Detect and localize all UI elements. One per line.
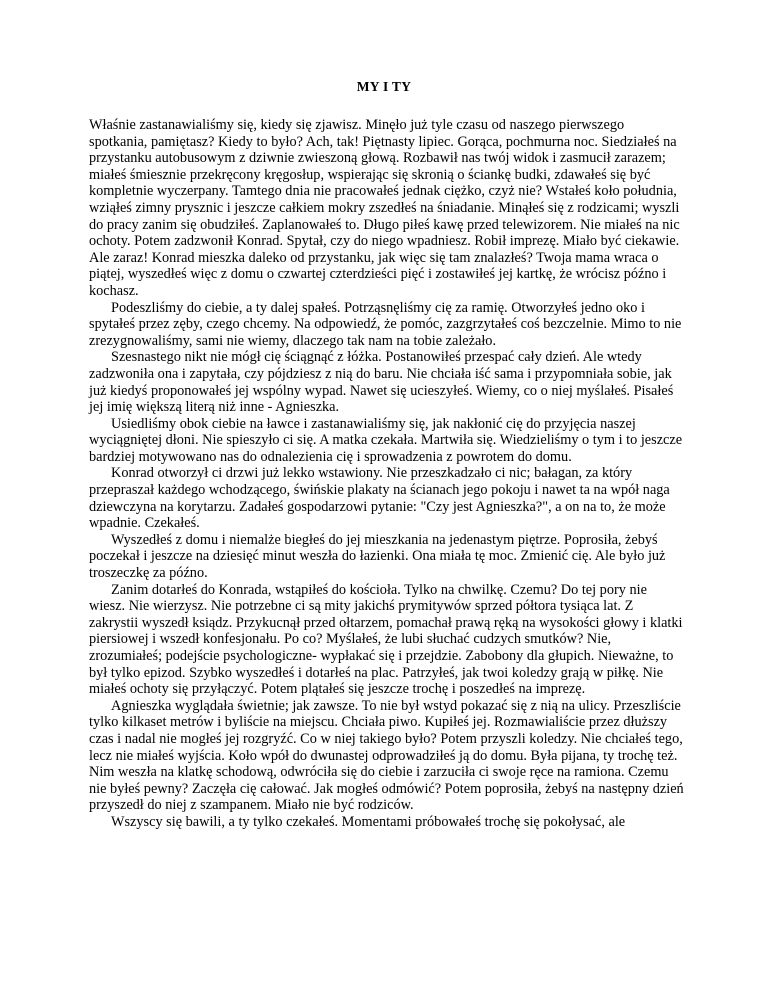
paragraph: Szesnastego nikt nie mógł cię ściągnąć z łóżka. Postanowiłeś przespać cały dzień. Ale wtedy zadzwoniła ona i zapytała, czy pójdziesz z nią do baru. Nie chciała iść sama i przypomniała sobie, jak już kiedyś proponowałeś jej wspólny wypad. Nawet się ucieszyłeś. Wiemy, co o niej myślałeś. Pisałeś jej imię większą literą niż inne - Agnieszka. [89, 349, 674, 416]
paragraph: Właśnie zastanawialiśmy się, kiedy się zjawisz. Minęło już tyle czasu od naszego pierwszego spotkania, pamiętasz? Kiedy to było? Ach, tak! Piętnasty lipiec. Gorąca, pochmurna noc. Siedziałeś na przystanku autobusowym z dziwnie zwieszoną głową. Rozbawił nas twój widok i zasmucił zarazem; miałeś śmiesznie przekręcony kręgosłup, wspierając się skronią o ściankę budki, zdawałeś się być kompletnie wyczerpany. Tamtego dnia nie pracowałeś jednak ciężko, czyż nie? Wstałeś koło południa, wziąłeś zimny prysznic i jeszcze całkiem mokry zszedłeś na śniadanie. Minąłeś się z rodzicami; wyszli do pracy zanim się obudziłeś. Zaplanowałeś to. Długo piłeś kawę przed telewizorem. Nie miałeś na nic ochoty. Potem zadzwonił Konrad. Spytał, czy do niego wpadniesz. Robił imprezę. Miało być ciekawie. Ale zaraz! Konrad mieszka daleko od przystanku, jak więc się tam znalazłeś? Twoja mama wraca o piątej, wyszedłeś więc z domu o czwartej czterdzieści pięć i zostawiłeś jej kartkę, że wrócisz późno i kochasz. [89, 117, 680, 299]
paragraph: Wyszedłeś z domu i niemalże biegłeś do jej mieszkania na jedenastym piętrze. Poprosiła, żebyś poczekał i jeszcze na dziesięć minut weszła do łazienki. Ona miała tę moc. Zmienić cię. Ale było już troszeczkę za późno. [89, 531, 666, 582]
paragraph: Agnieszka wyglądała świetnie; jak zawsze. To nie był wstyd pokazać się z nią na ulicy. Przeszliście tylko kilkaset metrów i byliście na miejscu. Chciała piwo. Kupiłeś jej. Rozmawialiście przez dłuższy czas i nadal nie mogłeś jej rozgryźć. Co w niej takiego było? Potem przyszli koledzy. Nie chciałeś tego, lecz nie miałeś wyjścia. Koło wpół do dwunastej odprowadziłeś ją do domu. Była pijana, ty trochę też. Nim weszła na klatkę schodową, odwróciła się do ciebie i zarzuciła ci swoje ręce na ramiona. Czemu nie byłeś pewny? Zaczęła cię całować. Jak mogłeś odmówić? Potem poprosiła, żebyś na następny dzień przyszedł do niej z szampanem. Miało nie być rodziców. [89, 697, 684, 814]
paragraph: Zanim dotarłeś do Konrada, wstąpiłeś do kościoła. Tylko na chwilkę. Czemu? Do tej pory nie wiesz. Nie wierzysz. Nie potrzebne ci są mity jakichś prymitywów sprzed półtora tysiąca lat. Z zakrystii wyszedł ksiądz. Przykucnął przed ołtarzem, pomachał prawą ręką na wysokości głowy i klatki piersiowej i wszedł konfesjonału. Po co? Myślałeś, że lubi słuchać cudzych smutków? Nie, zrozumiałeś; podejście psychologiczne- wypłakać się i przejdzie. Zabobony dla głupich. Nieważne, to był tylko epizod. Szybko wyszedłeś i dotarłeś na plac. Patrzyłeś, jak twoi koledzy grają w piłkę. Nie miałeś ochoty się przyłączyć. Potem plątałeś się jeszcze trochę i poszedłeś na imprezę. [89, 581, 683, 698]
paragraph: Konrad otworzył ci drzwi już lekko wstawiony. Nie przeszkadzało ci nic; bałagan, za który przepraszał każdego wchodzącego, świńskie plakaty na ścianach jego pokoju i nawet ta na wpół naga dziewczyna na korytarzu. Zadałeś gospodarzowi pytanie: "Czy jest Agnieszka?", a on na to, że może wpadnie. Czekałeś. [89, 465, 670, 532]
paragraph: Podeszliśmy do ciebie, a ty dalej spałeś. Potrząsnęliśmy cię za ramię. Otworzyłeś jedno oko i spytałeś przez zęby, czego chcemy. Na odpowiedź, że pomóc, zazgrzytałeś coś bezczelnie. Mimo to nie zrezygnowaliśmy, sami nie wiemy, dlaczego tak nam na tobie zależało. [89, 299, 682, 349]
paragraph: Wszyscy się bawili, a ty tylko czekałeś. Momentami próbowałeś trochę się pokołysać, ale [111, 813, 626, 830]
paragraph: Usiedliśmy obok ciebie na ławce i zastanawialiśmy się, jak nakłonić cię do przyjęcia naszej wyciągniętej dłoni. Nie spieszyło ci się. A matka czekała. Martwiła się. Wiedzieliśmy o tym i to jeszcze bardziej motywowano nas do odnalezienia cię i sprowadzenia z powrotem do domu. [89, 415, 683, 465]
page-title: MY I TY [356, 79, 412, 94]
document-body [89, 117, 685, 831]
